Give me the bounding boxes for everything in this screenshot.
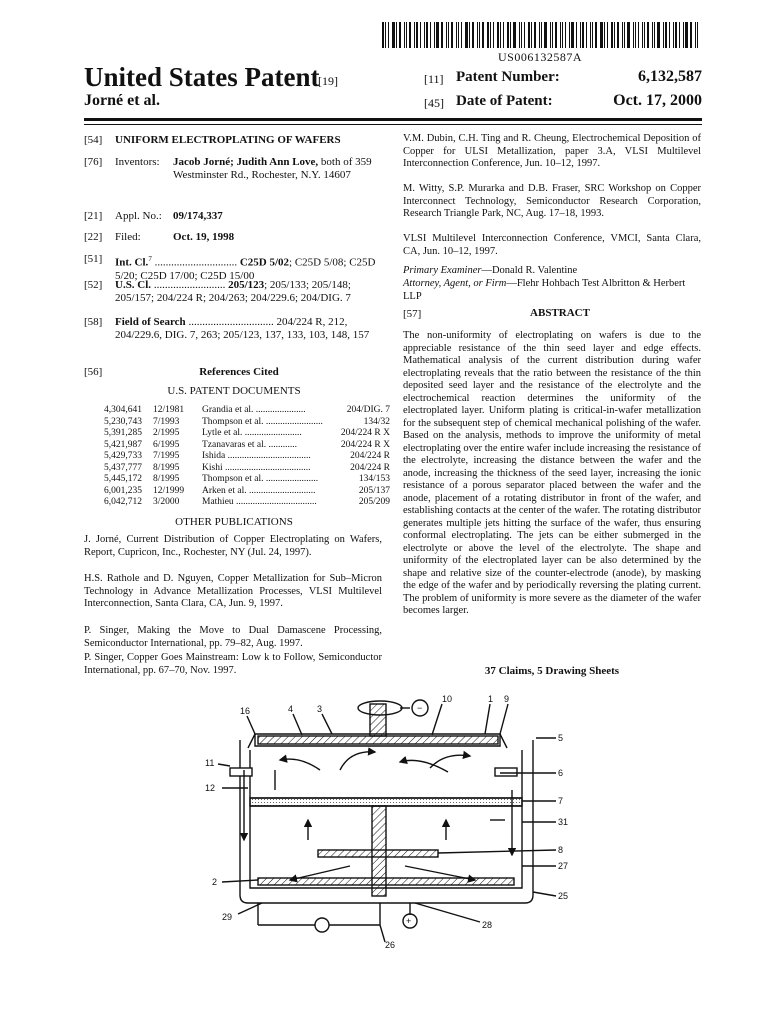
label-7: 7	[558, 796, 564, 806]
us-doc-name: Tzanavaras et al. ............	[202, 439, 297, 450]
intcl-edition: 7	[148, 255, 152, 263]
search-field	[84, 316, 384, 356]
us-doc-name: Kishi ....................................	[202, 462, 311, 473]
search-text	[115, 316, 391, 342]
label-9: 9	[504, 694, 510, 704]
us-doc-row	[84, 417, 390, 428]
us-doc-date: 8/1995	[153, 462, 180, 473]
appl-label: Appl. No.:	[115, 210, 162, 222]
electroplating-apparatus-figure	[200, 690, 600, 950]
us-doc-number: 5,445,172	[104, 474, 142, 484]
us-doc-row	[84, 463, 390, 474]
us-doc-number: 5,230,743	[104, 416, 142, 427]
abstract-title: ABSTRACT	[530, 307, 590, 319]
us-doc-date: 12/1999	[153, 485, 185, 496]
patent-title: UNIFORM ELECTROPLATING OF WAFERS	[115, 134, 341, 146]
abstract-code: [57]	[403, 308, 422, 320]
patent-number-label: Patent Number:	[456, 69, 560, 85]
inventors-label: Inventors:	[115, 156, 160, 168]
label-29: 29	[222, 912, 233, 922]
filed-label: Filed:	[115, 231, 141, 243]
examiner-name: —Donald R. Valentine	[481, 265, 578, 276]
wafer-holder	[258, 736, 498, 744]
label-12: 12	[205, 783, 216, 793]
us-doc-class: 204/224 R	[350, 462, 390, 473]
barcode	[382, 22, 700, 48]
intcl-code: [51]	[84, 253, 103, 265]
right-contact	[495, 768, 517, 776]
header-rule-thin	[84, 124, 702, 125]
search-code: [58]	[84, 316, 103, 328]
us-doc-date: 2/1995	[153, 428, 180, 438]
us-doc-class: 205/137	[358, 485, 390, 496]
search-label: Field of Search	[115, 316, 186, 328]
top-shaft	[370, 704, 386, 736]
date-label: Date of Patent:	[456, 93, 553, 109]
us-doc-row	[84, 440, 390, 451]
minus-sign: −	[417, 703, 423, 713]
us-doc-date: 7/1993	[153, 416, 180, 427]
uscl-dots: ..........................	[153, 279, 226, 291]
us-doc-date: 12/1981	[153, 405, 185, 415]
primary-examiner	[403, 265, 701, 278]
search-dots: ...............................	[188, 316, 274, 328]
label-4: 4	[288, 704, 294, 714]
inventors-address: both of 359 Westminster Rd., Rochester, N.Y. 14607	[173, 156, 372, 181]
pump	[315, 918, 329, 932]
plus-sign: +	[406, 916, 412, 926]
us-doc-number: 6,042,712	[104, 497, 142, 507]
date-code: [45]	[424, 96, 444, 110]
other-pubs-title: OTHER PUBLICATIONS	[175, 516, 293, 528]
label-3: 3	[317, 704, 323, 714]
refs-code: [56]	[84, 366, 103, 378]
uscl-main: 205/123	[228, 279, 265, 291]
filed-code: [22]	[84, 231, 103, 243]
us-doc-class: 204/224 R X	[340, 428, 390, 438]
label-1: 1	[488, 694, 494, 704]
other-pub-3: P. Singer, Making the Move to Dual Damascene Processing, Semiconductor International, pp. 79–82, Aug. 1997.	[84, 625, 382, 649]
intcl-dots: ..............................	[154, 256, 238, 269]
us-doc-row	[84, 428, 390, 439]
label-16: 16	[240, 706, 251, 716]
us-doc-class: 204/224 R	[350, 451, 390, 461]
appl-number: 09/174,337	[173, 210, 223, 222]
us-doc-name: Arken et al. ............................	[202, 485, 316, 496]
attorney-label: Attorney, Agent, or Firm	[403, 278, 507, 289]
ref-witty: M. Witty, S.P. Murarka and D.B. Fraser, SRC Workshop on Copper Interconnect Technology, Semiconductor Research Corporation, Research Triangle Park, NC, Aug. 17–18, 1993.	[403, 183, 701, 219]
label-11: 11	[205, 758, 215, 768]
us-doc-name: Thompson et al. ........................	[202, 416, 323, 427]
inventors-field	[84, 156, 384, 196]
us-doc-class: 205/209	[358, 497, 390, 507]
intcl-label: Int. Cl.	[115, 256, 149, 269]
patent-number-code: [11]	[424, 72, 444, 86]
abstract-text: The non-uniformity of electroplating on wafers is due to the appreciable resistance of the thin seed layer and edge effects. Mathematical analysis of the current distribution during wafer electroplating reveals that the ratio between the resistance of the thin deposited seed layer and the resistance of the electrolyte and the electrochemical reaction determines the uniformity of the electroplated layer. Uniform plating is critical-in-wafer metallization for the subsequent step of chemical mechanical polishing of the wafer. Based on the analysis, methods to improve the uniformity of metal electroplating over the entire wafer include increasing the resistance of the electrolyte, increasing the distance between the wafer and the anode, increasing the thickness of the seed layer, increasing the ionic resistance of a porous separator placed between the wafer and the anode, placement of a rotating distributor in front of the wafer, and establishing contacts at the center of the wafer. The rotating distributor generates multiple jets hitting the surface of the wafer, thus ensuring conformal electroplating. The jets can be either submerged in the electrolyte or above the level of the electrolyte. The shape and uniformity of the electroplated layer can be also determined by the shape and relative size of the counter-electrode (anode), by masking the edge of the wafer and by periodically reversing the plating current. The problem of uniformity is more severe as the diameter of the wafer becomes larger.	[403, 330, 701, 616]
us-doc-number: 5,437,777	[104, 462, 142, 473]
us-doc-class: 134/153	[358, 474, 390, 484]
inventors-short: Jorné et al.	[84, 92, 160, 109]
header-rule	[84, 118, 702, 121]
us-doc-class: 134/32	[363, 416, 390, 427]
document-number: US006132587A	[498, 50, 583, 64]
porous-separator	[250, 798, 522, 806]
us-doc-row	[84, 474, 390, 485]
uscl-text	[115, 279, 391, 305]
patent-date: Oct. 17, 2000	[613, 92, 702, 109]
inventors-code: [76]	[84, 156, 103, 168]
intcl-rest: ; C25D 5/08; C25D 5/20; C25D 17/00; C25D 15/00	[115, 256, 376, 282]
uscl-code: [52]	[84, 279, 103, 291]
label-27: 27	[558, 861, 569, 871]
us-doc-class: 204/224 R X	[340, 439, 390, 450]
examiner-label: Primary Examiner	[403, 265, 482, 276]
us-docs-title: U.S. PATENT DOCUMENTS	[167, 385, 301, 397]
us-doc-number: 5,421,987	[104, 439, 142, 450]
label-2: 2	[212, 877, 218, 887]
appl-code: [21]	[84, 210, 103, 222]
label-8: 8	[558, 845, 564, 855]
label-5: 5	[558, 733, 564, 743]
us-doc-number: 6,001,235	[104, 485, 142, 496]
us-doc-row	[84, 497, 390, 508]
us-doc-number: 4,304,641	[104, 405, 142, 415]
us-doc-name: Lytle et al. ........................	[202, 428, 302, 438]
inventors-text	[173, 156, 385, 182]
intcl-field	[84, 253, 384, 282]
patent-number: 6,132,587	[638, 68, 702, 85]
us-doc-number: 5,429,733	[104, 451, 142, 461]
other-pub-4: P. Singer, Copper Goes Mainstream: Low k to Follow, Semiconductor International, pp. 67–70, Nov. 1997.	[84, 652, 382, 676]
us-doc-date: 3/2000	[153, 497, 180, 507]
uscl-field	[84, 279, 384, 319]
title-code: [54]	[84, 134, 103, 146]
uscl-rest: ; 205/133; 205/148; 205/157; 204/224 R; 204/263; 204/229.6; 204/DIG. 7	[115, 279, 351, 304]
left-contact	[230, 768, 252, 776]
ref-vlsi: VLSI Multilevel Interconnection Conference, VMCI, Santa Clara, CA, Jun. 10–12, 1997.	[403, 233, 701, 257]
us-doc-name: Mathieu ..................................	[202, 497, 317, 507]
inventors-names: Jacob Jorné; Judith Ann Love,	[173, 156, 319, 168]
uscl-label: U.S. Cl.	[115, 279, 152, 291]
rotating-distributor	[318, 850, 438, 857]
label-28: 28	[482, 920, 493, 930]
label-6: 6	[558, 768, 564, 778]
label-26: 26	[385, 940, 396, 950]
us-doc-row	[84, 405, 390, 416]
claims-summary: 37 Claims, 5 Drawing Sheets	[484, 665, 620, 677]
label-31: 31	[558, 817, 569, 827]
us-doc-date: 8/1995	[153, 474, 180, 484]
search-rest: 204/224 R, 212, 204/229.6, DIG. 7, 263; 205/123, 137, 133, 103, 148, 157	[115, 316, 370, 341]
us-doc-row	[84, 486, 390, 497]
us-doc-class: 204/DIG. 7	[346, 405, 390, 415]
other-pub-1: J. Jorné, Current Distribution of Copper Electroplating on Wafers, Report, Cupricon, Inc., Rochester, NY (Jul. 24, 1997).	[84, 534, 382, 558]
us-doc-row	[84, 451, 390, 462]
attorney	[403, 278, 701, 303]
us-doc-name: Ishida ...................................	[202, 451, 311, 461]
us-doc-date: 7/1995	[153, 451, 180, 461]
country-code: [19]	[318, 74, 338, 88]
country-title: United States Patent	[84, 62, 320, 92]
ref-dubin: V.M. Dubin, C.H. Ting and R. Cheung, Electrochemical Deposition of Copper for ULSI Metallization, paper 3.A, VLSI Multilevel Interconnection Conference, Jun. 10–12, 1997.	[403, 133, 701, 169]
label-25: 25	[558, 891, 569, 901]
intcl-main: C25D 5/02	[239, 256, 290, 269]
us-doc-name: Thompson et al. ......................	[202, 474, 319, 484]
refs-title: References Cited	[199, 366, 279, 378]
us-doc-number: 5,391,285	[104, 428, 142, 438]
other-pub-2: H.S. Rathole and D. Nguyen, Copper Metallization for Sub–Micron Technology in Advance Metallization Processes, VLSI Multilevel Interconnection, Santa Clara, CA, Jun. 9, 1997.	[84, 573, 382, 609]
label-10: 10	[442, 694, 453, 704]
filed-date: Oct. 19, 1998	[173, 231, 235, 243]
us-doc-name: Grandia et al. .....................	[202, 405, 306, 415]
attorney-name: —Flehr Hohbach Test Albritton & Herbert LLP	[403, 278, 686, 302]
us-doc-date: 6/1995	[153, 439, 180, 450]
